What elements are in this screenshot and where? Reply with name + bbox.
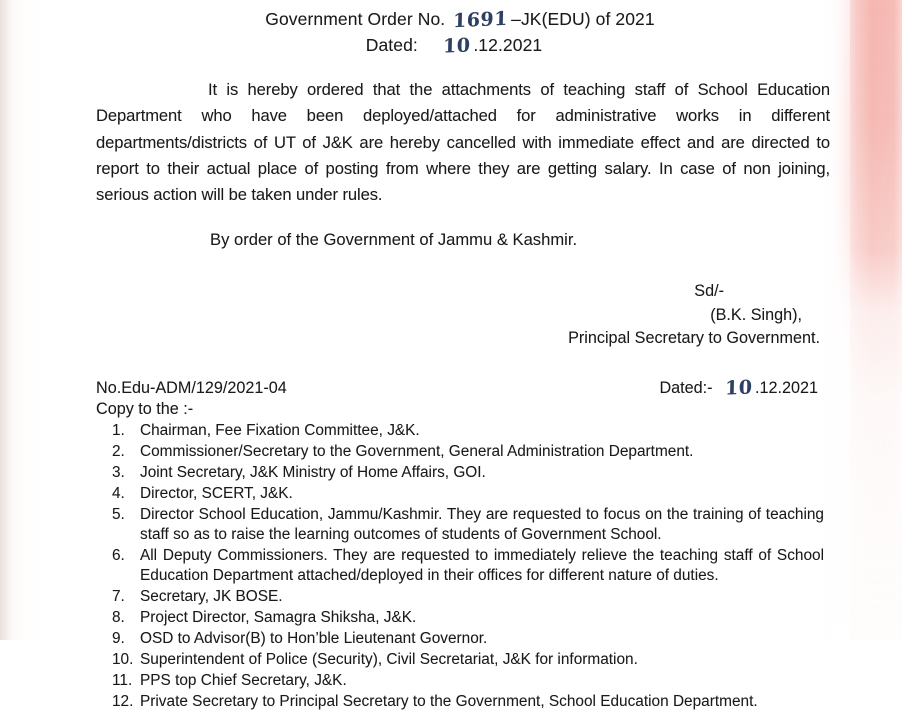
list-item-text: All Deputy Commissioners. They are requested to immediately relieve the teaching staff of School Education Department attached/deployed in their offices for different nature of duties. (140, 546, 824, 584)
list-item (0, 629, 902, 649)
reference-date-rest: .12.2021 (754, 378, 818, 397)
list-item (0, 546, 902, 586)
list-item-number: 11. (112, 671, 133, 689)
signature-sd: Sd/- (694, 282, 724, 301)
order-date-rest: .12.2021 (473, 34, 543, 55)
list-item-number: 8. (112, 608, 125, 626)
order-body-paragraph: It is hereby ordered that the attachments of teaching staff of School Education Department who have been deployed/attached for administrative works in different departments/districts of UT of J&K are hereby cancelled with immediate effect and are directed to report to their actual place of posting from where they are getting salary. In case of non joining, serious action will be taken under rules. (96, 80, 830, 205)
government-order-number-line (0, 8, 902, 34)
order-date-day-handwritten: 10 (442, 34, 471, 58)
list-item-text: Project Director, Samagra Shiksha, J&K. (140, 608, 417, 626)
list-item-number: 5. (112, 505, 125, 523)
list-item-text: Director, SCERT, J&K. (140, 484, 293, 502)
list-item-number: 1. (112, 421, 125, 439)
by-order-line: By order of the Government of Jammu & Kashmir. (210, 230, 578, 250)
list-item-number: 9. (112, 629, 125, 647)
list-item-number: 3. (112, 463, 125, 481)
list-item-text: Chairman, Fee Fixation Committee, J&K. (140, 421, 420, 439)
document-header (0, 0, 902, 59)
list-item-number: 6. (112, 546, 125, 564)
list-item (0, 608, 902, 628)
list-item-number: 10. (112, 650, 134, 668)
file-number: No.Edu-ADM/129/2021-04 (96, 378, 287, 397)
list-item-number: 12. (112, 692, 134, 710)
signatory-name: (B.K. Singh), (710, 305, 802, 324)
list-item-number: 4. (112, 484, 125, 502)
reference-dated-label: Dated:- (659, 378, 713, 397)
reference-date-day-handwritten: 10 (724, 376, 753, 400)
list-item (0, 587, 902, 607)
list-item (0, 671, 902, 691)
order-number-handwritten: 1691 (452, 7, 509, 33)
order-number-prefix: Government Order No. (265, 9, 446, 29)
signature-block (0, 280, 902, 350)
list-item (0, 484, 902, 504)
list-item (0, 421, 902, 441)
list-item-text: Secretary, JK BOSE. (140, 587, 283, 605)
list-item-text: Joint Secretary, J&K Ministry of Home Affairs, GOI. (140, 463, 486, 481)
list-item (0, 650, 902, 670)
reference-row (0, 377, 902, 399)
copy-to-list (0, 421, 902, 712)
signatory-designation: Principal Secretary to Government. (568, 329, 820, 348)
list-item-text: OSD to Advisor(B) to Hon’ble Lieutenant Governor. (140, 629, 488, 647)
order-date-line (0, 34, 902, 60)
list-item-text: Director School Education, Jammu/Kashmir. They are requested to focus on the training of teaching staff so as to raise the learning outcomes of students of Government School. (140, 505, 824, 543)
list-item-number: 7. (112, 587, 125, 605)
list-item-text: Private Secretary to Principal Secretary to the Government, School Education Department. (140, 692, 758, 710)
reference-date (659, 377, 818, 399)
list-item (0, 463, 902, 483)
list-item (0, 442, 902, 462)
list-item-text: Commissioner/Secretary to the Government, General Administration Department. (140, 442, 694, 460)
order-number-suffix: –JK(EDU) of 2021 (511, 9, 655, 29)
list-item (0, 692, 902, 712)
list-item-text: Superintendent of Police (Security), Civil Secretariat, J&K for information. (140, 650, 638, 668)
list-item (0, 505, 902, 545)
list-item-number: 2. (112, 442, 125, 460)
copy-to-label: Copy to the :- (96, 399, 194, 418)
dated-label: Dated: (365, 34, 418, 55)
list-item-text: PPS top Chief Secretary, J&K. (140, 671, 347, 689)
